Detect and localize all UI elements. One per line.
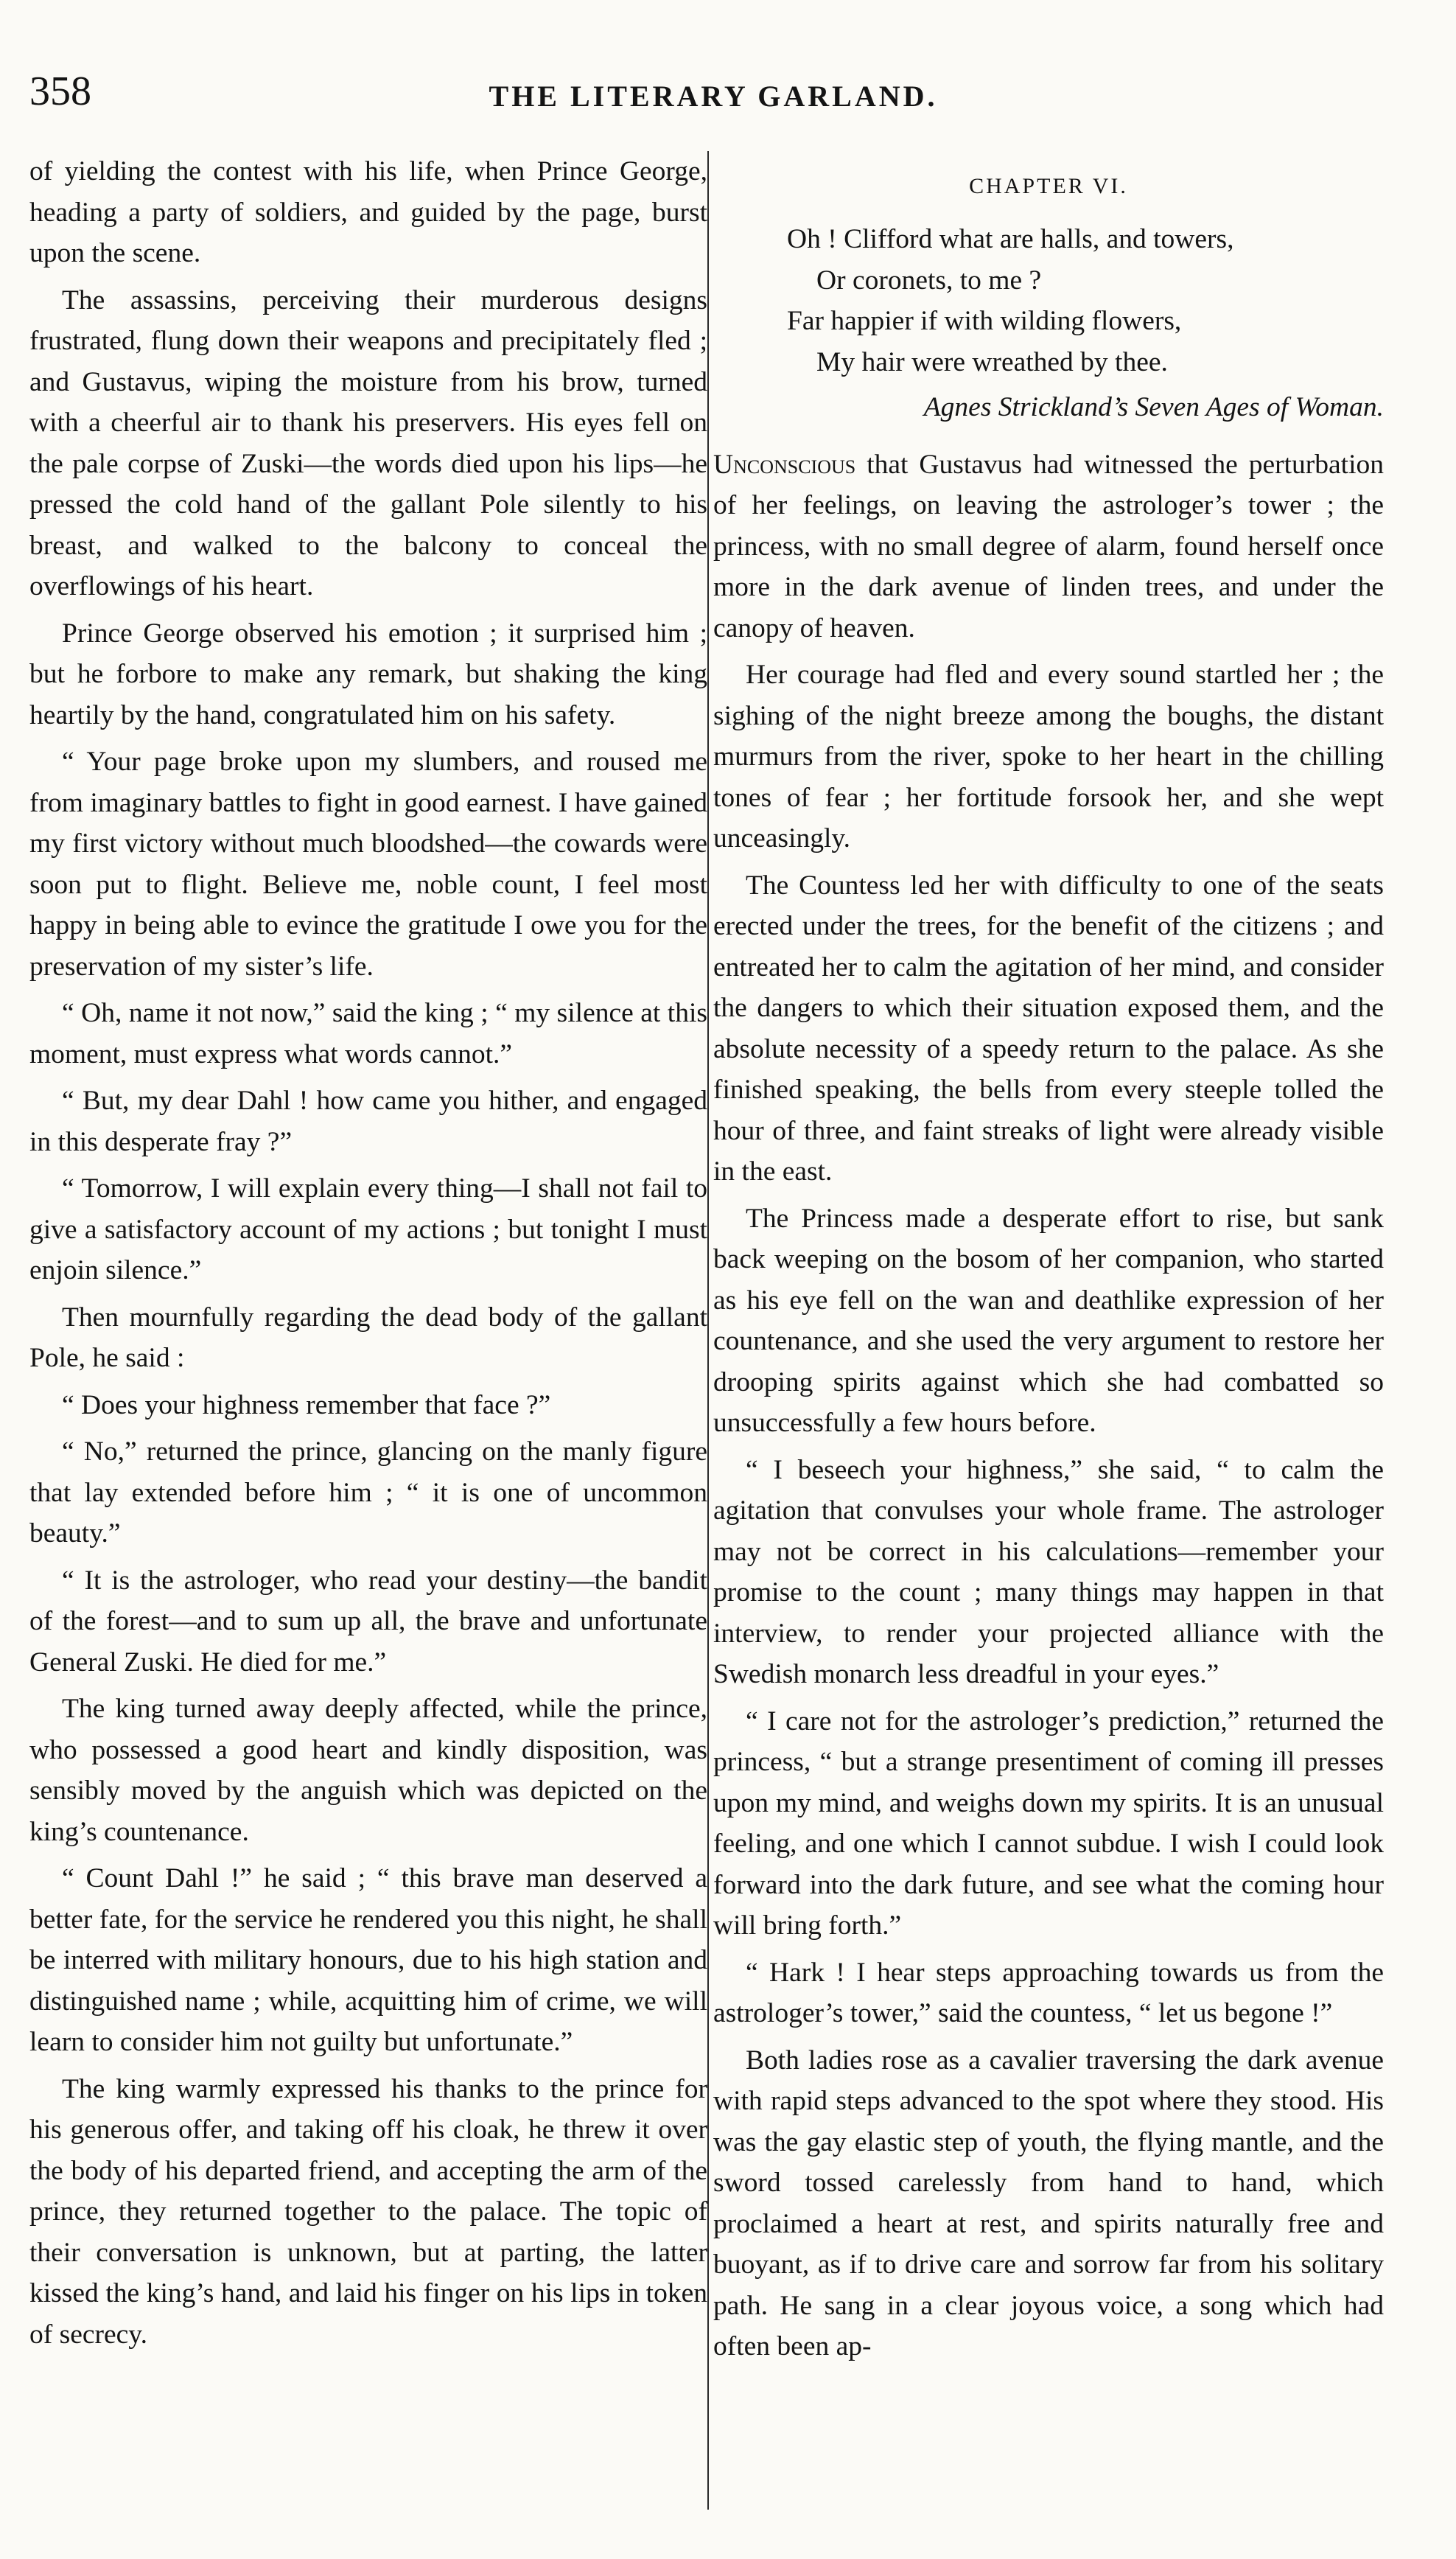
epigraph-line: My hair were wreathed by thee. xyxy=(816,346,1168,377)
chapter-heading: CHAPTER VI. xyxy=(969,174,1128,198)
epigraph-line: Or coronets, to me ? xyxy=(816,265,1042,296)
paragraph: “ I care not for the astrologer’s prediction,” returned the princess, “ but a strange presentiment of coming ill presses upon my mind, and weighs down my spirits. It is an unusual feeling, and one which I cannot subdue. I wish I could look forward into the dark future, and see what the coming hour will bring forth.” xyxy=(713,1706,1384,1941)
opening-word: Unconscious xyxy=(713,449,856,480)
paragraph: “ No,” returned the prince, glancing on the manly figure that lay extended before him ; “ it is one of uncommon beauty.” xyxy=(29,1436,707,1549)
opening-text: that Gustavus had witnessed the perturbation of her feelings, on leaving the astrologer’s tower ; the princess, with no small degree of alarm, found herself once more in the dark avenue of linden trees, and under the canopy of heaven. xyxy=(713,449,1384,643)
paragraph: “ But, my dear Dahl ! how came you hither, and engaged in this desperate fray ?” xyxy=(29,1086,707,1157)
opening-paragraph xyxy=(713,444,1384,649)
running-title: THE LITERARY GARLAND. xyxy=(489,80,938,113)
paragraph: of yielding the contest with his life, when Prince George, heading a party of soldiers, and guided by the page, burst upon the scene. xyxy=(29,156,707,268)
epigraph-line: Far happier if with wilding flowers, xyxy=(787,306,1182,336)
paragraph: “ Hark ! I hear steps approaching towards us from the astrologer’s tower,” said the countess, “ let us begone !” xyxy=(713,1957,1384,2028)
paragraph: “ Tomorrow, I will explain every thing—I shall not fail to give a satisfactory account of my actions ; but tonight I must enjoin silence.” xyxy=(29,1173,707,1285)
paragraph: “ Oh, name it not now,” said the king ; “ my silence at this moment, must express what words cannot.” xyxy=(29,998,707,1069)
right-column xyxy=(713,151,1384,2373)
paragraph: Prince George observed his emotion ; it surprised him ; but he forbore to make any remark, but shaking the king heartily by the hand, congratulated him on his safety. xyxy=(29,618,707,730)
paragraph: The king turned away deeply affected, while the prince, who possessed a good heart and kindly disposition, was sensibly moved by the anguish which was depicted on the king’s countenance. xyxy=(29,1694,707,1847)
paragraph: “ Count Dahl !” he said ; “ this brave man deserved a better fate, for the service he rendered you this night, he shall be interred with military honours, due to his high station and distinguished name ; while, acquitting him of crime, we will learn to consider him not guilty but unfortunate.” xyxy=(29,1863,707,2057)
left-column xyxy=(29,151,707,2361)
paragraph: The Princess made a desperate effort to rise, but sank back weeping on the bosom of her companion, who started as his eye fell on the wan and deathlike expression of her countenance, and she used the very argument to restore her drooping spirits against which she had combatted so unsuccessfully a few hours before. xyxy=(713,1203,1384,1438)
paragraph: Her courage had fled and every sound startled her ; the sighing of the night breeze among the boughs, the distant murmurs from the river, spoke to her heart in the chilling tones of fear ; her fortitude forsook her, and she wept unceasingly. xyxy=(713,660,1384,853)
paragraph: The king warmly expressed his thanks to the prince for his generous offer, and taking off his cloak, he threw it over the body of his departed friend, and accepting the arm of the prince, they returned together to the palace. The topic of their conversation is unknown, but at parting, the latter kissed the king’s hand, and laid his finger on his lips in token of secrecy. xyxy=(29,2073,707,2350)
epigraph-line: Oh ! Clifford what are halls, and towers, xyxy=(787,224,1234,254)
column-divider xyxy=(707,151,709,2510)
paragraph: “ It is the astrologer, who read your destiny—the bandit of the forest—and to sum up all, the brave and unfortunate General Zuski. He died for me.” xyxy=(29,1565,707,1678)
page-number: 358 xyxy=(29,69,91,114)
page-header xyxy=(29,68,1397,127)
paragraph: Then mournfully regarding the dead body of the gallant Pole, he said : xyxy=(29,1302,707,1373)
paragraph: The assassins, perceiving their murderous designs frustrated, flung down their weapons and precipitately fled ; and Gustavus, wiping the moisture from his brow, turned with a cheerful air to thank his preservers. His eyes fell on the pale corpse of Zuski—the words died upon his lips—he pressed the cold hand of the gallant Pole silently to his breast, and walked to the balcony to conceal the overflowings of his heart. xyxy=(29,284,707,601)
paragraph: The Countess led her with difficulty to one of the seats erected under the trees, for the benefit of the citizens ; and entreated her to calm the agitation of her mind, and consider the dangers to which their situation exposed them, and the absolute necessity of a speedy return to the palace. As she finished speaking, the bells from every steeple tolled the hour of three, and faint streaks of light were already visible in the east. xyxy=(713,870,1384,1187)
epigraph-attribution: Agnes Strickland’s Seven Ages of Woman. xyxy=(923,392,1384,422)
epigraph xyxy=(787,219,1384,428)
paragraph: “ Does your highness remember that face ?” xyxy=(62,1389,551,1420)
paragraph: Both ladies rose as a cavalier traversing the dark avenue with rapid steps advanced to the spot where they stood. His was the gay elastic step of youth, the flying mantle, and the sword tossed carelessly from hand to hand, which proclaimed a heart at rest, and spirits naturally free and buoyant, as if to drive care and sorrow far from his solitary path. He sang in a clear joyous voice, a song which had often been ap- xyxy=(713,2045,1384,2361)
paragraph: “ I beseech your highness,” she said, “ to calm the agitation that convulses your whole frame. The astrologer may not be correct in his calculations—remember your promise to the count ; many things may happen in that interview, to render your projected alliance with the Swedish monarch less dreadful in your eyes.” xyxy=(713,1454,1384,1689)
paragraph: “ Your page broke upon my slumbers, and roused me from imaginary battles to fight in good earnest. I have gained my first victory without much bloodshed—the cowards were soon put to flight. Believe me, noble count, I feel most happy in being able to evince the gratitude I owe you for the preservation of my sister’s life. xyxy=(29,747,707,982)
